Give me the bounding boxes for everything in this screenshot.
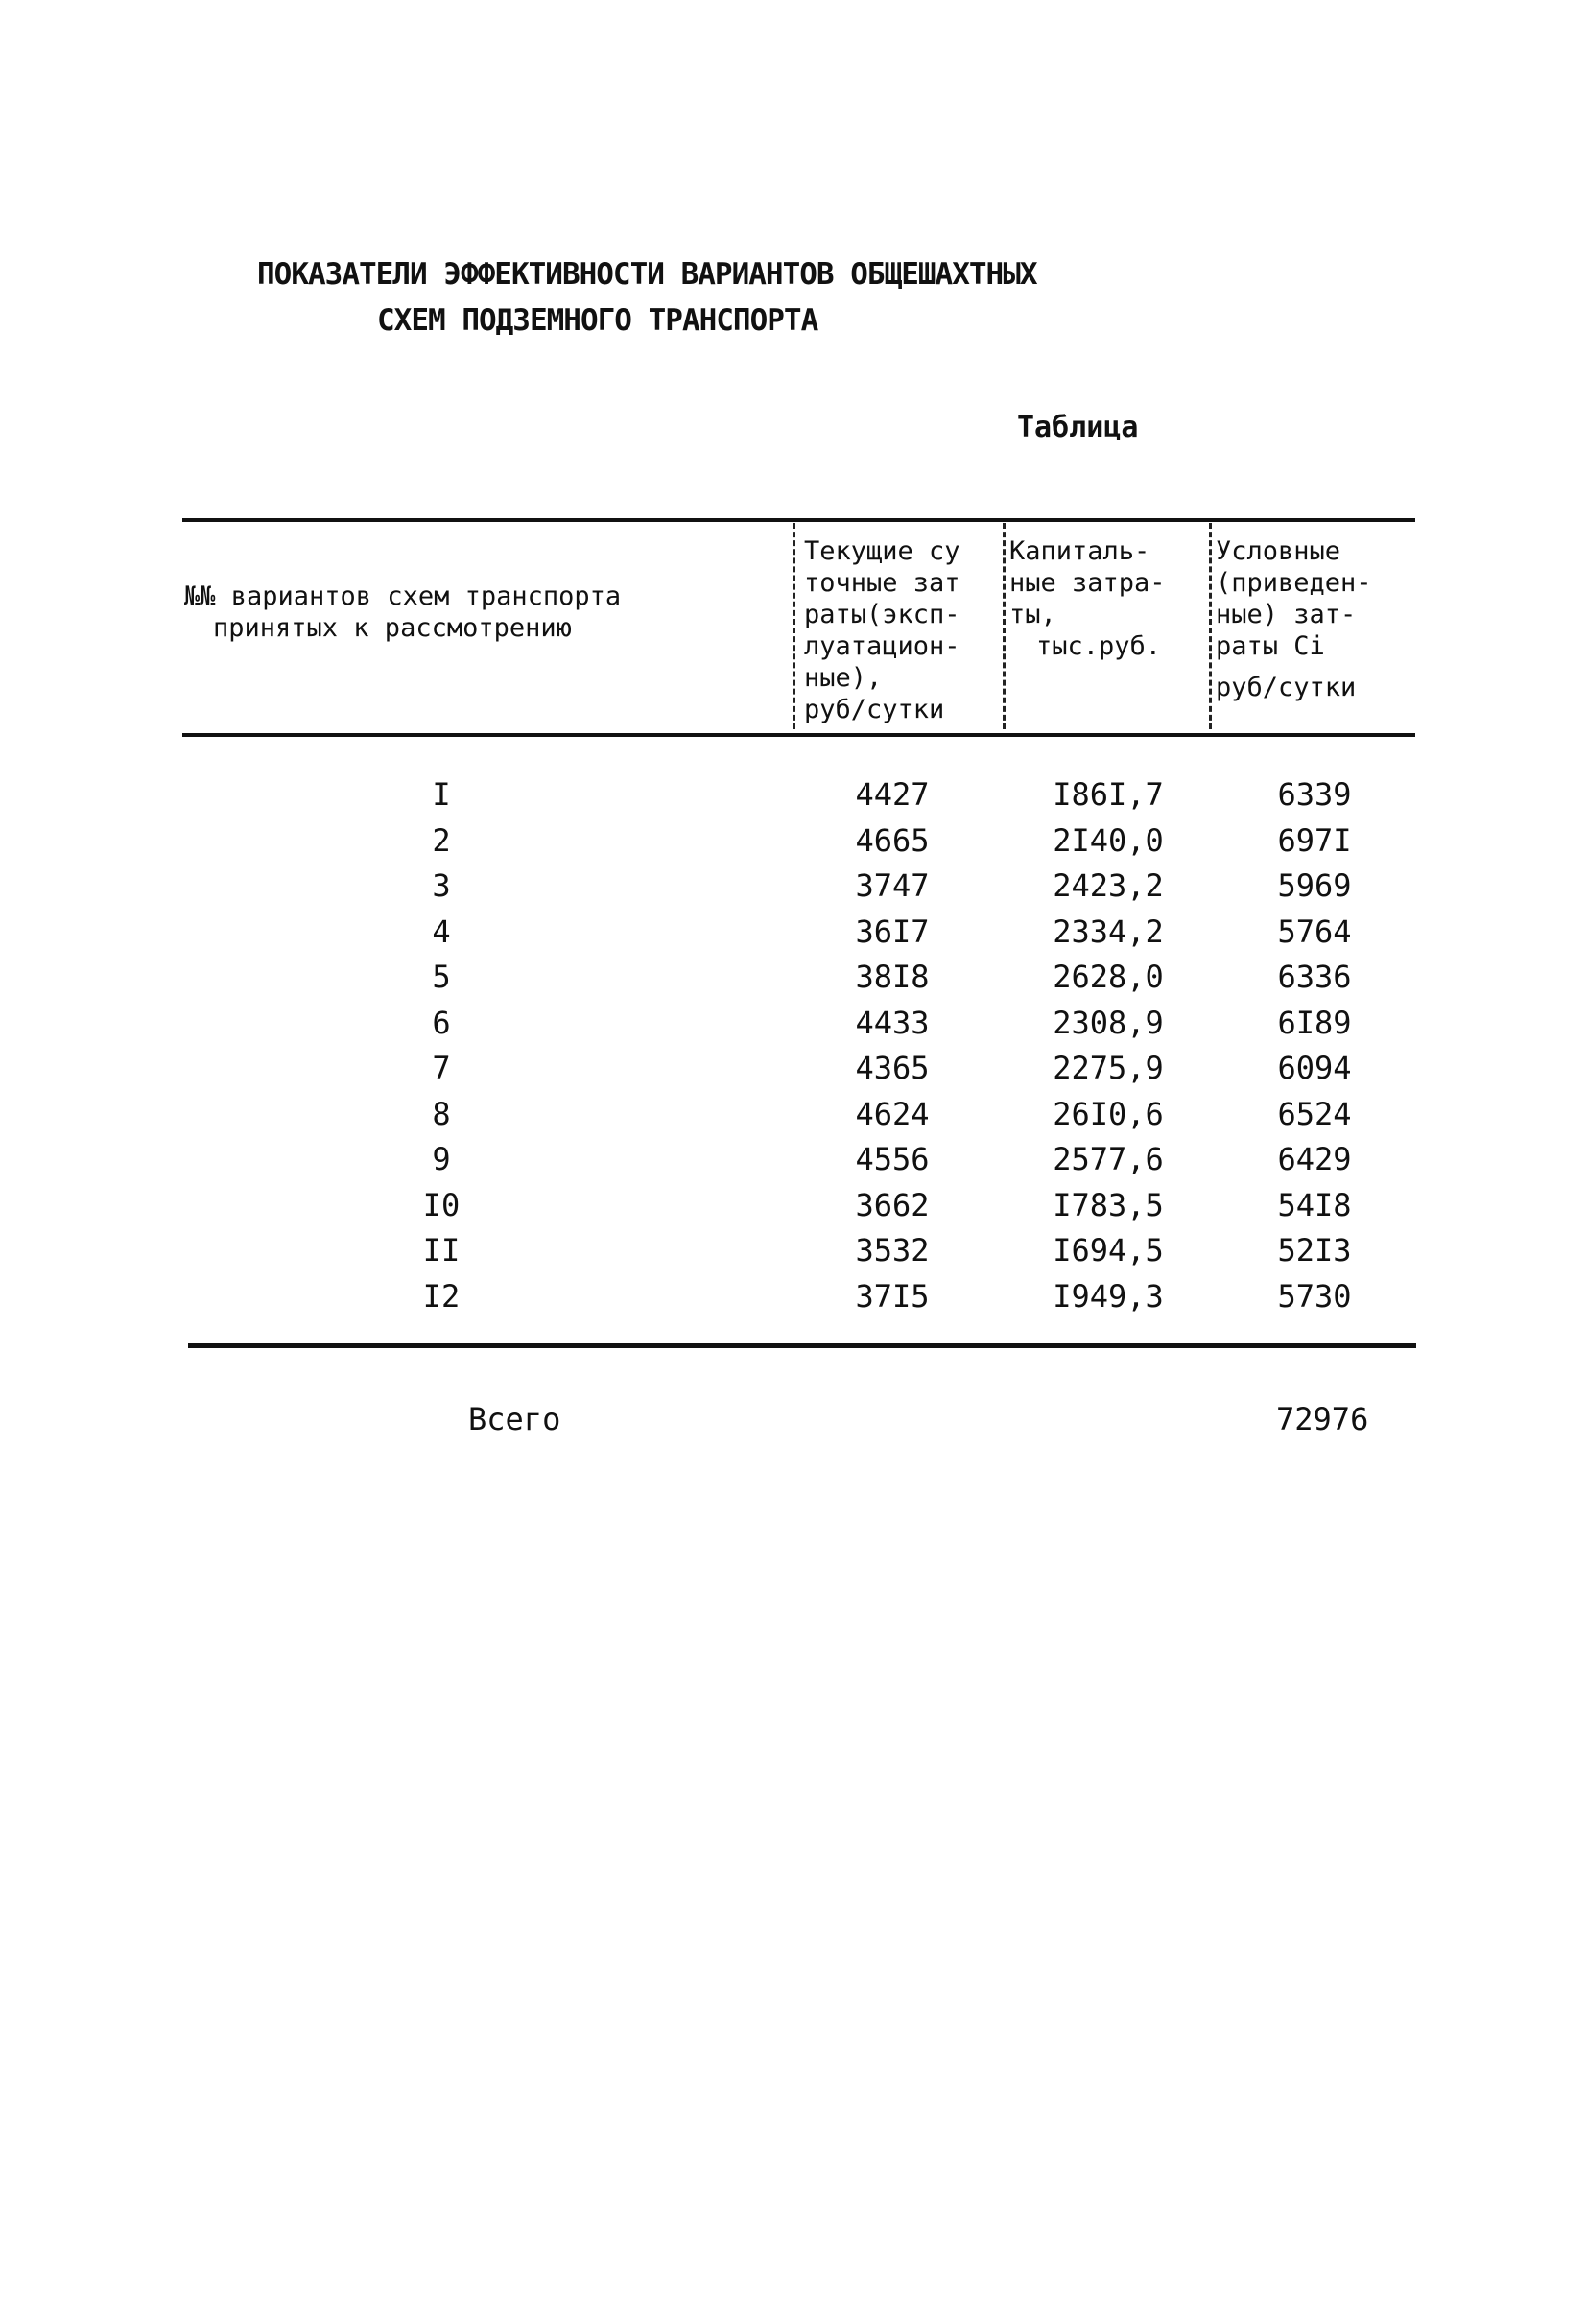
header-reduced-costs — [1216, 535, 1417, 703]
variant-number: 5 — [432, 959, 451, 995]
header-unit: руб/сутки — [804, 695, 945, 724]
capital-cost: I949,3 — [1053, 1277, 1164, 1315]
header-line: раты Сi — [1216, 631, 1325, 661]
current-cost: 3532 — [855, 1232, 930, 1269]
variant-number: I2 — [422, 1277, 461, 1315]
header-current-costs — [804, 535, 1001, 725]
current-cost: 4624 — [855, 1095, 930, 1132]
current-cost: 4556 — [855, 1141, 930, 1177]
table-label: Таблица — [1017, 411, 1139, 444]
current-cost: 38I8 — [855, 959, 930, 995]
header-bottom-rule — [182, 733, 1415, 737]
header-line: ные затра- — [1009, 568, 1166, 598]
table-row — [0, 955, 1587, 1001]
capital-cost: I694,5 — [1053, 1232, 1164, 1269]
reduced-cost: 6524 — [1277, 1095, 1352, 1132]
capital-cost: 2628,0 — [1053, 959, 1164, 995]
capital-cost: I86I,7 — [1053, 776, 1164, 813]
reduced-cost: 52I3 — [1277, 1232, 1352, 1269]
reduced-cost: 6429 — [1277, 1141, 1352, 1177]
header-unit: руб/сутки — [1216, 673, 1357, 702]
header-line: ты, — [1009, 600, 1056, 629]
column-separator — [1003, 523, 1006, 729]
variant-number: 7 — [432, 1050, 451, 1086]
current-cost: 36I7 — [855, 913, 930, 950]
total-value: 72976 — [1276, 1401, 1369, 1437]
table-row — [0, 1001, 1587, 1047]
table-row — [0, 1183, 1587, 1229]
header-line: Капиталь- — [1009, 536, 1150, 566]
column-separator — [1209, 523, 1212, 729]
table-body — [0, 772, 1587, 1319]
current-cost: 37I5 — [855, 1277, 930, 1315]
header-line: ные), — [804, 663, 883, 693]
table-bottom-rule — [188, 1343, 1416, 1348]
reduced-cost: 6I89 — [1277, 1004, 1352, 1041]
current-cost: 4665 — [855, 821, 930, 859]
table-row — [0, 818, 1587, 865]
header-line: (приведен- — [1216, 568, 1372, 598]
page-title — [257, 251, 1409, 344]
capital-cost: I783,5 — [1053, 1186, 1164, 1223]
table-row — [0, 1046, 1587, 1092]
variant-number: I0 — [422, 1186, 461, 1223]
current-cost: 3662 — [855, 1186, 930, 1223]
table-row — [0, 910, 1587, 956]
reduced-cost: 6336 — [1277, 959, 1352, 995]
capital-cost: 2423,2 — [1053, 867, 1164, 904]
reduced-cost: 6339 — [1277, 776, 1352, 813]
reduced-cost: 5730 — [1277, 1277, 1352, 1315]
capital-cost: 26I0,6 — [1053, 1095, 1164, 1132]
table-row — [0, 1228, 1587, 1274]
variant-number: I — [432, 776, 451, 813]
variant-number: 4 — [432, 913, 451, 950]
table-row — [0, 1274, 1587, 1320]
current-cost: 3747 — [855, 867, 930, 904]
total-label: Всего — [468, 1401, 561, 1437]
header-line: луатацион- — [804, 631, 960, 661]
current-cost: 4433 — [855, 1004, 930, 1041]
variant-number: 9 — [432, 1141, 451, 1177]
variant-number: 3 — [432, 867, 451, 904]
header-variant-line-1: №№ вариантов схем транспорта — [184, 581, 622, 611]
column-separator — [793, 523, 795, 729]
header-unit: тыс.руб. — [1036, 631, 1162, 661]
reduced-cost: 54I8 — [1277, 1186, 1352, 1223]
table-row — [0, 1092, 1587, 1138]
title-line-2: СХЕМ ПОДЗЕМНОГО ТРАНСПОРТА — [377, 303, 818, 338]
capital-cost: 2308,9 — [1053, 1004, 1164, 1041]
header-variant-number — [184, 581, 760, 644]
capital-cost: 2334,2 — [1053, 913, 1164, 950]
header-line: Условные — [1216, 536, 1341, 566]
table-row — [0, 1137, 1587, 1183]
header-line: ные) зат- — [1216, 600, 1357, 629]
header-line: точные зат — [804, 568, 960, 598]
current-cost: 4427 — [855, 776, 930, 813]
header-capital-costs — [1009, 535, 1207, 662]
table-top-rule — [182, 518, 1415, 522]
table-row — [0, 772, 1587, 818]
header-line: раты(эксп- — [804, 600, 960, 629]
reduced-cost: 6094 — [1277, 1050, 1352, 1086]
title-line-1: ПОКАЗАТЕЛИ ЭФФЕКТИВНОСТИ ВАРИАНТОВ ОБЩЕШАХТНЫХ — [257, 257, 1037, 292]
capital-cost: 2I40,0 — [1053, 821, 1164, 859]
reduced-cost: 5764 — [1277, 913, 1352, 950]
reduced-cost: 5969 — [1277, 867, 1352, 904]
variant-number: 8 — [432, 1095, 451, 1132]
variant-number: 2 — [432, 821, 451, 859]
reduced-cost: 697I — [1277, 821, 1352, 859]
variant-number: II — [422, 1232, 461, 1269]
current-cost: 4365 — [855, 1050, 930, 1086]
variant-number: 6 — [432, 1004, 451, 1041]
capital-cost: 2275,9 — [1053, 1050, 1164, 1086]
header-line: Текущие су — [804, 536, 960, 566]
table-row — [0, 864, 1587, 910]
capital-cost: 2577,6 — [1053, 1141, 1164, 1177]
header-variant-line-2: принятых к рассмотрению — [213, 613, 572, 643]
